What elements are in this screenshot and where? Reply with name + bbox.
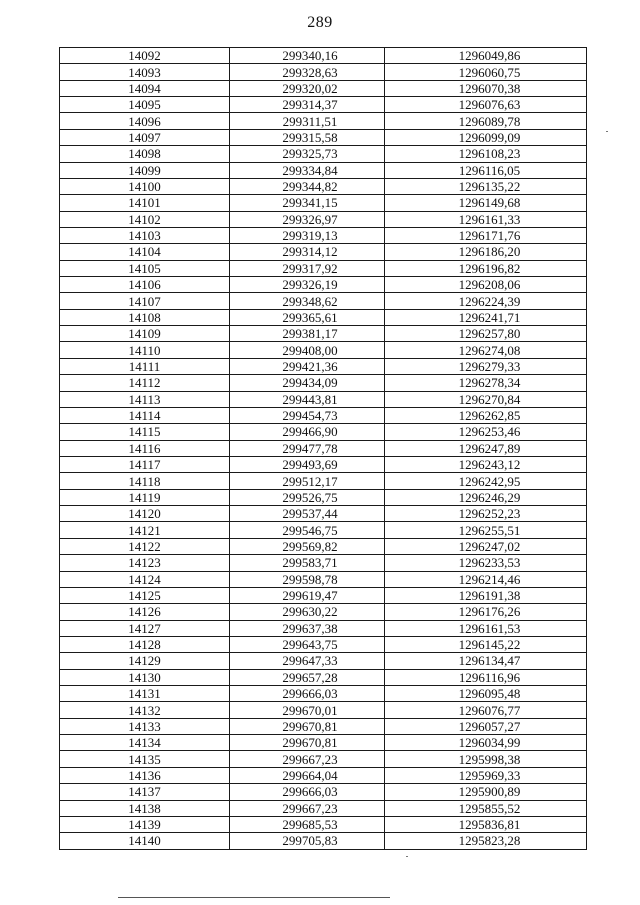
point-number-cell: 14106 bbox=[60, 277, 230, 293]
table-row bbox=[60, 702, 587, 718]
x-coordinate-cell: 299666,03 bbox=[230, 784, 385, 800]
x-coordinate-cell: 299328,63 bbox=[230, 64, 385, 80]
point-number-cell: 14119 bbox=[60, 489, 230, 505]
table-row bbox=[60, 178, 587, 194]
x-coordinate-cell: 299477,78 bbox=[230, 440, 385, 456]
y-coordinate-cell: 1296241,71 bbox=[385, 309, 587, 325]
point-number-cell: 14114 bbox=[60, 407, 230, 423]
x-coordinate-cell: 299334,84 bbox=[230, 162, 385, 178]
y-coordinate-cell: 1296057,27 bbox=[385, 718, 587, 734]
x-coordinate-cell: 299667,23 bbox=[230, 751, 385, 767]
x-coordinate-cell: 299583,71 bbox=[230, 555, 385, 571]
x-coordinate-cell: 299664,04 bbox=[230, 767, 385, 783]
point-number-cell: 14118 bbox=[60, 473, 230, 489]
y-coordinate-cell: 1296270,84 bbox=[385, 391, 587, 407]
y-coordinate-cell: 1296135,22 bbox=[385, 178, 587, 194]
point-number-cell: 14093 bbox=[60, 64, 230, 80]
table-row bbox=[60, 636, 587, 652]
x-coordinate-cell: 299685,53 bbox=[230, 816, 385, 832]
point-number-cell: 14139 bbox=[60, 816, 230, 832]
point-number-cell: 14100 bbox=[60, 178, 230, 194]
point-number-cell: 14117 bbox=[60, 456, 230, 472]
y-coordinate-cell: 1296060,75 bbox=[385, 64, 587, 80]
x-coordinate-cell: 299325,73 bbox=[230, 146, 385, 162]
table-row bbox=[60, 48, 587, 64]
point-number-cell: 14107 bbox=[60, 293, 230, 309]
point-number-cell: 14101 bbox=[60, 195, 230, 211]
table-row bbox=[60, 473, 587, 489]
table-row bbox=[60, 80, 587, 96]
x-coordinate-cell: 299365,61 bbox=[230, 309, 385, 325]
coordinates-table-body bbox=[60, 48, 587, 850]
page-number: 289 bbox=[307, 14, 333, 31]
table-row bbox=[60, 555, 587, 571]
table-row bbox=[60, 489, 587, 505]
point-number-cell: 14131 bbox=[60, 686, 230, 702]
point-number-cell: 14116 bbox=[60, 440, 230, 456]
y-coordinate-cell: 1296243,12 bbox=[385, 456, 587, 472]
y-coordinate-cell: 1296116,05 bbox=[385, 162, 587, 178]
y-coordinate-cell: 1296034,99 bbox=[385, 735, 587, 751]
y-coordinate-cell: 1295855,52 bbox=[385, 800, 587, 816]
table-row bbox=[60, 833, 587, 849]
point-number-cell: 14140 bbox=[60, 833, 230, 849]
point-number-cell: 14098 bbox=[60, 146, 230, 162]
y-coordinate-cell: 1296253,46 bbox=[385, 424, 587, 440]
point-number-cell: 14099 bbox=[60, 162, 230, 178]
point-number-cell: 14123 bbox=[60, 555, 230, 571]
x-coordinate-cell: 299454,73 bbox=[230, 407, 385, 423]
x-coordinate-cell: 299319,13 bbox=[230, 227, 385, 243]
y-coordinate-cell: 1296214,46 bbox=[385, 571, 587, 587]
y-coordinate-cell: 1296161,33 bbox=[385, 211, 587, 227]
x-coordinate-cell: 299434,09 bbox=[230, 375, 385, 391]
point-number-cell: 14112 bbox=[60, 375, 230, 391]
x-coordinate-cell: 299314,12 bbox=[230, 244, 385, 260]
point-number-cell: 14125 bbox=[60, 587, 230, 603]
y-coordinate-cell: 1295969,33 bbox=[385, 767, 587, 783]
point-number-cell: 14137 bbox=[60, 784, 230, 800]
table-row bbox=[60, 260, 587, 276]
point-number-cell: 14128 bbox=[60, 636, 230, 652]
x-coordinate-cell: 299315,58 bbox=[230, 129, 385, 145]
scan-speck bbox=[406, 856, 408, 857]
point-number-cell: 14108 bbox=[60, 309, 230, 325]
y-coordinate-cell: 1296255,51 bbox=[385, 522, 587, 538]
table-row bbox=[60, 326, 587, 342]
point-number-cell: 14121 bbox=[60, 522, 230, 538]
x-coordinate-cell: 299381,17 bbox=[230, 326, 385, 342]
table-row bbox=[60, 620, 587, 636]
y-coordinate-cell: 1296049,86 bbox=[385, 48, 587, 64]
point-number-cell: 14120 bbox=[60, 506, 230, 522]
table-row bbox=[60, 293, 587, 309]
y-coordinate-cell: 1296242,95 bbox=[385, 473, 587, 489]
x-coordinate-cell: 299619,47 bbox=[230, 587, 385, 603]
coordinates-table bbox=[59, 47, 587, 850]
table-row bbox=[60, 309, 587, 325]
y-coordinate-cell: 1296161,53 bbox=[385, 620, 587, 636]
table-row bbox=[60, 522, 587, 538]
point-number-cell: 14113 bbox=[60, 391, 230, 407]
table-row bbox=[60, 816, 587, 832]
x-coordinate-cell: 299421,36 bbox=[230, 358, 385, 374]
point-number-cell: 14133 bbox=[60, 718, 230, 734]
point-number-cell: 14094 bbox=[60, 80, 230, 96]
point-number-cell: 14097 bbox=[60, 129, 230, 145]
point-number-cell: 14127 bbox=[60, 620, 230, 636]
table-row bbox=[60, 358, 587, 374]
x-coordinate-cell: 299705,83 bbox=[230, 833, 385, 849]
x-coordinate-cell: 299512,17 bbox=[230, 473, 385, 489]
x-coordinate-cell: 299643,75 bbox=[230, 636, 385, 652]
x-coordinate-cell: 299314,37 bbox=[230, 97, 385, 113]
table-row bbox=[60, 342, 587, 358]
y-coordinate-cell: 1296186,20 bbox=[385, 244, 587, 260]
point-number-cell: 14138 bbox=[60, 800, 230, 816]
x-coordinate-cell: 299344,82 bbox=[230, 178, 385, 194]
table-row bbox=[60, 440, 587, 456]
table-row bbox=[60, 162, 587, 178]
x-coordinate-cell: 299408,00 bbox=[230, 342, 385, 358]
scan-bottom-rule bbox=[118, 897, 390, 898]
y-coordinate-cell: 1296246,29 bbox=[385, 489, 587, 505]
x-coordinate-cell: 299317,92 bbox=[230, 260, 385, 276]
x-coordinate-cell: 299670,81 bbox=[230, 718, 385, 734]
x-coordinate-cell: 299667,23 bbox=[230, 800, 385, 816]
y-coordinate-cell: 1296149,68 bbox=[385, 195, 587, 211]
table-row bbox=[60, 64, 587, 80]
table-row bbox=[60, 587, 587, 603]
y-coordinate-cell: 1296191,38 bbox=[385, 587, 587, 603]
point-number-cell: 14129 bbox=[60, 653, 230, 669]
x-coordinate-cell: 299537,44 bbox=[230, 506, 385, 522]
point-number-cell: 14115 bbox=[60, 424, 230, 440]
point-number-cell: 14104 bbox=[60, 244, 230, 260]
point-number-cell: 14135 bbox=[60, 751, 230, 767]
x-coordinate-cell: 299326,97 bbox=[230, 211, 385, 227]
table-row bbox=[60, 718, 587, 734]
y-coordinate-cell: 1296076,63 bbox=[385, 97, 587, 113]
y-coordinate-cell: 1296116,96 bbox=[385, 669, 587, 685]
y-coordinate-cell: 1296145,22 bbox=[385, 636, 587, 652]
table-row bbox=[60, 800, 587, 816]
y-coordinate-cell: 1296176,26 bbox=[385, 604, 587, 620]
point-number-cell: 14109 bbox=[60, 326, 230, 342]
point-number-cell: 14111 bbox=[60, 358, 230, 374]
table-row bbox=[60, 424, 587, 440]
x-coordinate-cell: 299598,78 bbox=[230, 571, 385, 587]
x-coordinate-cell: 299493,69 bbox=[230, 456, 385, 472]
table-row bbox=[60, 669, 587, 685]
x-coordinate-cell: 299466,90 bbox=[230, 424, 385, 440]
y-coordinate-cell: 1296171,76 bbox=[385, 227, 587, 243]
y-coordinate-cell: 1296262,85 bbox=[385, 407, 587, 423]
y-coordinate-cell: 1296224,39 bbox=[385, 293, 587, 309]
table-row bbox=[60, 375, 587, 391]
y-coordinate-cell: 1295900,89 bbox=[385, 784, 587, 800]
y-coordinate-cell: 1295823,28 bbox=[385, 833, 587, 849]
point-number-cell: 14092 bbox=[60, 48, 230, 64]
table-row bbox=[60, 407, 587, 423]
point-number-cell: 14103 bbox=[60, 227, 230, 243]
table-row bbox=[60, 211, 587, 227]
point-number-cell: 14126 bbox=[60, 604, 230, 620]
point-number-cell: 14136 bbox=[60, 767, 230, 783]
table-row bbox=[60, 391, 587, 407]
table-row bbox=[60, 784, 587, 800]
x-coordinate-cell: 299311,51 bbox=[230, 113, 385, 129]
y-coordinate-cell: 1295836,81 bbox=[385, 816, 587, 832]
point-number-cell: 14102 bbox=[60, 211, 230, 227]
y-coordinate-cell: 1296076,77 bbox=[385, 702, 587, 718]
x-coordinate-cell: 299340,16 bbox=[230, 48, 385, 64]
table-row bbox=[60, 97, 587, 113]
x-coordinate-cell: 299348,62 bbox=[230, 293, 385, 309]
x-coordinate-cell: 299326,19 bbox=[230, 277, 385, 293]
x-coordinate-cell: 299569,82 bbox=[230, 538, 385, 554]
table-row bbox=[60, 277, 587, 293]
table-row bbox=[60, 653, 587, 669]
point-number-cell: 14096 bbox=[60, 113, 230, 129]
y-coordinate-cell: 1296070,38 bbox=[385, 80, 587, 96]
table-row bbox=[60, 767, 587, 783]
x-coordinate-cell: 299647,33 bbox=[230, 653, 385, 669]
y-coordinate-cell: 1295998,38 bbox=[385, 751, 587, 767]
point-number-cell: 14110 bbox=[60, 342, 230, 358]
point-number-cell: 14130 bbox=[60, 669, 230, 685]
x-coordinate-cell: 299666,03 bbox=[230, 686, 385, 702]
table-row bbox=[60, 195, 587, 211]
x-coordinate-cell: 299670,01 bbox=[230, 702, 385, 718]
table-row bbox=[60, 735, 587, 751]
point-number-cell: 14105 bbox=[60, 260, 230, 276]
x-coordinate-cell: 299341,15 bbox=[230, 195, 385, 211]
point-number-cell: 14095 bbox=[60, 97, 230, 113]
y-coordinate-cell: 1296233,53 bbox=[385, 555, 587, 571]
table-row bbox=[60, 686, 587, 702]
x-coordinate-cell: 299526,75 bbox=[230, 489, 385, 505]
x-coordinate-cell: 299546,75 bbox=[230, 522, 385, 538]
table-row bbox=[60, 604, 587, 620]
y-coordinate-cell: 1296257,80 bbox=[385, 326, 587, 342]
table-row bbox=[60, 571, 587, 587]
point-number-cell: 14132 bbox=[60, 702, 230, 718]
point-number-cell: 14122 bbox=[60, 538, 230, 554]
y-coordinate-cell: 1296099,09 bbox=[385, 129, 587, 145]
x-coordinate-cell: 299657,28 bbox=[230, 669, 385, 685]
point-number-cell: 14124 bbox=[60, 571, 230, 587]
x-coordinate-cell: 299320,02 bbox=[230, 80, 385, 96]
x-coordinate-cell: 299630,22 bbox=[230, 604, 385, 620]
y-coordinate-cell: 1296208,06 bbox=[385, 277, 587, 293]
y-coordinate-cell: 1296278,34 bbox=[385, 375, 587, 391]
x-coordinate-cell: 299637,38 bbox=[230, 620, 385, 636]
y-coordinate-cell: 1296108,23 bbox=[385, 146, 587, 162]
x-coordinate-cell: 299670,81 bbox=[230, 735, 385, 751]
x-coordinate-cell: 299443,81 bbox=[230, 391, 385, 407]
y-coordinate-cell: 1296247,89 bbox=[385, 440, 587, 456]
y-coordinate-cell: 1296095,48 bbox=[385, 686, 587, 702]
y-coordinate-cell: 1296196,82 bbox=[385, 260, 587, 276]
point-number-cell: 14134 bbox=[60, 735, 230, 751]
y-coordinate-cell: 1296252,23 bbox=[385, 506, 587, 522]
y-coordinate-cell: 1296279,33 bbox=[385, 358, 587, 374]
y-coordinate-cell: 1296274,08 bbox=[385, 342, 587, 358]
table-row bbox=[60, 146, 587, 162]
table-row bbox=[60, 227, 587, 243]
table-row bbox=[60, 538, 587, 554]
table-row bbox=[60, 456, 587, 472]
y-coordinate-cell: 1296134,47 bbox=[385, 653, 587, 669]
table-row bbox=[60, 129, 587, 145]
table-row bbox=[60, 244, 587, 260]
table-row bbox=[60, 113, 587, 129]
scan-speck bbox=[606, 131, 608, 132]
table-row bbox=[60, 751, 587, 767]
table-row bbox=[60, 506, 587, 522]
y-coordinate-cell: 1296089,78 bbox=[385, 113, 587, 129]
y-coordinate-cell: 1296247,02 bbox=[385, 538, 587, 554]
